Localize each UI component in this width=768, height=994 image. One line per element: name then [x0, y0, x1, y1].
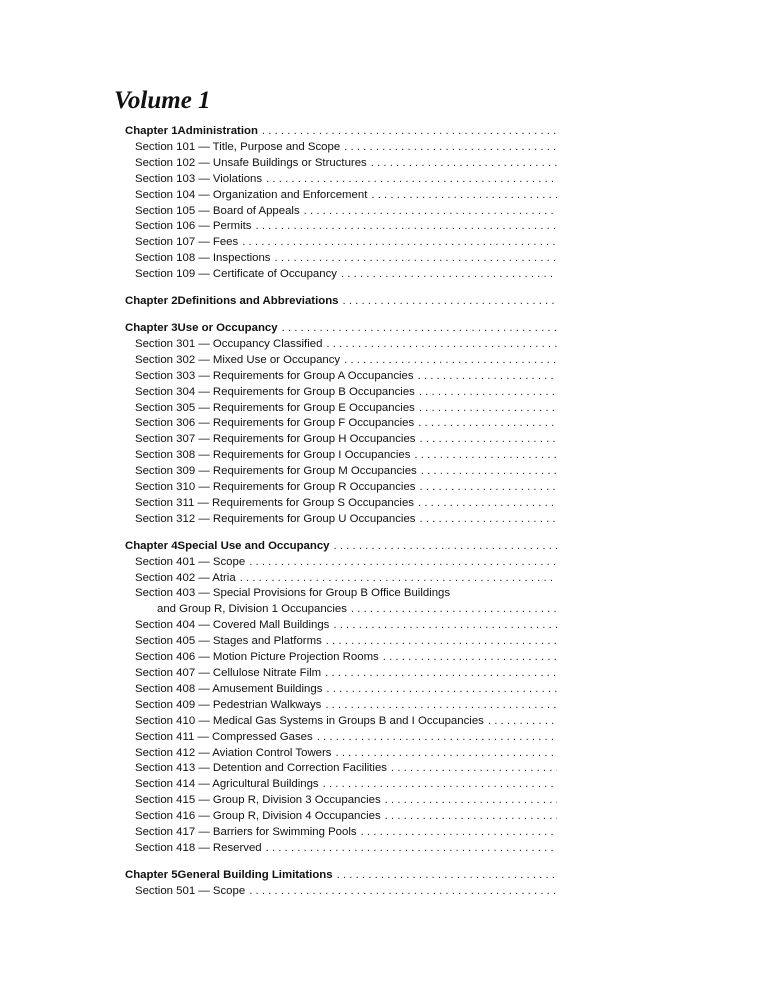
chapter-number: Chapter 1: [125, 125, 178, 137]
chapter-heading: [125, 124, 557, 140]
section-title: Section 417 — Barriers for Swimming Pools: [135, 826, 357, 839]
section-entry: [125, 650, 557, 666]
dot-leader: [418, 369, 557, 385]
dot-leader: [414, 448, 557, 464]
section-entry: [125, 496, 557, 512]
dot-leader: [325, 698, 557, 714]
section-entry: [125, 432, 557, 448]
dot-leader: [325, 666, 557, 682]
section-title: Section 301 — Occupancy Classified: [135, 337, 323, 350]
section-title: Section 416 — Group R, Division 4 Occupancies: [135, 810, 381, 823]
section-title: Section 418 — Reserved: [135, 841, 262, 854]
dot-leader: [336, 746, 558, 762]
dot-leader: [256, 219, 558, 235]
section-title: Section 309 — Requirements for Group M Occupancies: [135, 465, 417, 478]
section-entry: [125, 761, 557, 777]
dot-leader: [323, 777, 557, 793]
section-title: Section 408 — Amusement Buildings: [135, 682, 323, 695]
section-entry: [125, 416, 557, 432]
section-title-line: and Group R, Division 1 Occupancies: [157, 603, 347, 616]
dot-leader: [337, 868, 557, 884]
section-title: Section 405 — Stages and Platforms: [135, 635, 322, 648]
section-entry: [125, 698, 557, 714]
chapter-number: Chapter 2: [125, 295, 178, 308]
chapter-title: Special Use and Occupancy: [177, 539, 330, 552]
section-entry: [125, 251, 557, 267]
section-entry: [125, 369, 557, 385]
chapter-title: Definitions and Abbreviations: [177, 295, 339, 308]
chapter-block: [125, 294, 557, 310]
section-entry: [125, 714, 557, 730]
dot-leader: [266, 841, 557, 857]
chapter-block: [125, 124, 557, 283]
section-entry: [125, 353, 557, 369]
section-entry: [125, 156, 557, 172]
section-entry: [125, 666, 557, 682]
section-title: Section 409 — Pedestrian Walkways: [135, 698, 322, 711]
chapter-number: Chapter 3: [125, 321, 178, 334]
section-entry: [125, 841, 557, 857]
section-title: Section 404 — Covered Mall Buildings: [135, 619, 330, 632]
section-entry: [125, 809, 557, 825]
section-entry: [125, 401, 557, 417]
section-title: Section 105 — Board of Appeals: [135, 204, 300, 217]
dot-leader: [418, 416, 557, 432]
section-title: Section 411 — Compressed Gases: [135, 730, 313, 743]
dot-leader: [344, 140, 557, 156]
section-title: Section 413 — Detention and Correction Facilities: [135, 762, 387, 775]
section-entry: [125, 555, 557, 571]
dot-leader: [304, 204, 557, 220]
dot-leader: [333, 618, 557, 634]
section-entry: [125, 464, 557, 480]
chapter-title: Use or Occupancy: [177, 321, 278, 334]
section-entry: [125, 512, 557, 528]
section-entry: [125, 884, 557, 900]
chapter-block: [125, 321, 557, 528]
section-title: Section 102 — Unsafe Buildings or Structures: [135, 156, 367, 169]
chapter-number: Chapter 5: [125, 868, 178, 881]
section-entry: [125, 219, 557, 235]
section-title: Section 406 — Motion Picture Projection Rooms: [135, 651, 379, 664]
dot-leader: [242, 235, 557, 251]
section-entry: [125, 682, 557, 698]
chapter-heading: [125, 868, 557, 884]
dot-leader: [421, 464, 557, 480]
dot-leader: [419, 432, 557, 448]
section-title: Section 412 — Aviation Control Towers: [135, 746, 332, 759]
section-title: Section 501 — Scope: [135, 884, 246, 897]
dot-leader: [334, 539, 558, 555]
section-entry: [125, 825, 557, 841]
section-title: Section 308 — Requirements for Group I Occupancies: [135, 449, 411, 462]
table-of-contents: [125, 124, 557, 911]
section-title: Section 415 — Group R, Division 3 Occupancies: [135, 794, 381, 807]
dot-leader: [391, 761, 557, 777]
section-title: Section 402 — Atria: [135, 571, 236, 584]
dot-leader: [371, 156, 557, 172]
chapter-number: Chapter 4: [125, 539, 178, 552]
section-title: Section 108 — Inspections: [135, 252, 271, 265]
dot-leader: [326, 682, 557, 698]
dot-leader: [262, 124, 557, 140]
dot-leader: [385, 809, 557, 825]
dot-leader: [385, 793, 557, 809]
section-entry: [125, 267, 557, 283]
section-title: Section 302 — Mixed Use or Occupancy: [135, 353, 341, 366]
section-entry: [125, 618, 557, 634]
dot-leader: [343, 294, 557, 310]
section-title: Section 104 — Organization and Enforcement: [135, 188, 368, 201]
chapter-heading: [125, 321, 557, 337]
dot-leader: [341, 267, 557, 283]
section-title: Section 303 — Requirements for Group A Occupancies: [135, 369, 414, 382]
section-entry: [125, 777, 557, 793]
section-title: Section 305 — Requirements for Group E Occupancies: [135, 401, 415, 414]
section-title: Section 101 — Title, Purpose and Scope: [135, 140, 341, 153]
section-title: Section 107 — Fees: [135, 236, 239, 249]
dot-leader: [371, 188, 557, 204]
section-entry: [125, 634, 557, 650]
volume-title: Volume 1: [114, 87, 211, 114]
chapter-title: General Building Limitations: [177, 868, 333, 881]
section-title-line: Section 403 — Special Provisions for Group B Office Buildings: [135, 587, 451, 600]
dot-leader: [266, 172, 557, 188]
dot-leader: [419, 385, 557, 401]
dot-leader: [419, 480, 557, 496]
dot-leader: [419, 512, 557, 528]
dot-leader: [249, 884, 557, 900]
section-title: Section 109 — Certificate of Occupancy: [135, 268, 337, 281]
dot-leader: [317, 730, 557, 746]
section-title: Section 306 — Requirements for Group F Occupancies: [135, 417, 415, 430]
section-entry: [125, 204, 557, 220]
chapter-block: [125, 868, 557, 900]
section-title: Section 311 — Requirements for Group S Occupancies: [135, 496, 414, 509]
section-entry: [125, 730, 557, 746]
section-entry: [125, 188, 557, 204]
section-entry: [125, 793, 557, 809]
section-title: Section 312 — Requirements for Group U Occupancies: [135, 512, 416, 525]
section-entry: [125, 235, 557, 251]
dot-leader: [488, 714, 557, 730]
dot-leader: [249, 555, 557, 571]
section-entry: [125, 385, 557, 401]
section-title: Section 401 — Scope: [135, 555, 246, 568]
section-title: Section 410 — Medical Gas Systems in Groups B and I Occupancies: [135, 714, 484, 727]
section-title: Section 304 — Requirements for Group B Occupancies: [135, 385, 415, 398]
section-title: Section 414 — Agricultural Buildings: [135, 778, 319, 791]
section-entry: [125, 571, 557, 587]
dot-leader: [351, 602, 557, 618]
section-entry: [125, 337, 557, 353]
dot-leader: [326, 337, 557, 353]
section-entry: [125, 746, 557, 762]
dot-leader: [383, 650, 557, 666]
section-title: Section 106 — Permits: [135, 220, 252, 233]
dot-leader: [361, 825, 557, 841]
chapter-heading: [125, 539, 557, 555]
section-entry: [125, 140, 557, 156]
dot-leader: [275, 251, 557, 267]
dot-leader: [326, 634, 557, 650]
dot-leader: [418, 496, 557, 512]
section-entry: [125, 172, 557, 188]
section-title-continuation: [135, 602, 557, 618]
chapter-title: Administration: [177, 125, 258, 137]
section-title: Section 407 — Cellulose Nitrate Film: [135, 667, 322, 679]
dot-leader: [419, 401, 557, 417]
dot-leader: [282, 321, 557, 337]
chapter-block: [125, 539, 557, 857]
section-title: Section 310 — Requirements for Group R Occupancies: [135, 481, 416, 494]
section-entry: [125, 480, 557, 496]
section-title: Section 103 — Violations: [135, 172, 263, 185]
dot-leader: [344, 353, 557, 369]
section-title: Section 307 — Requirements for Group H Occupancies: [135, 433, 416, 446]
section-entry: [125, 586, 557, 618]
chapter-heading: [125, 294, 557, 310]
dot-leader: [240, 571, 557, 587]
section-entry: [125, 448, 557, 464]
